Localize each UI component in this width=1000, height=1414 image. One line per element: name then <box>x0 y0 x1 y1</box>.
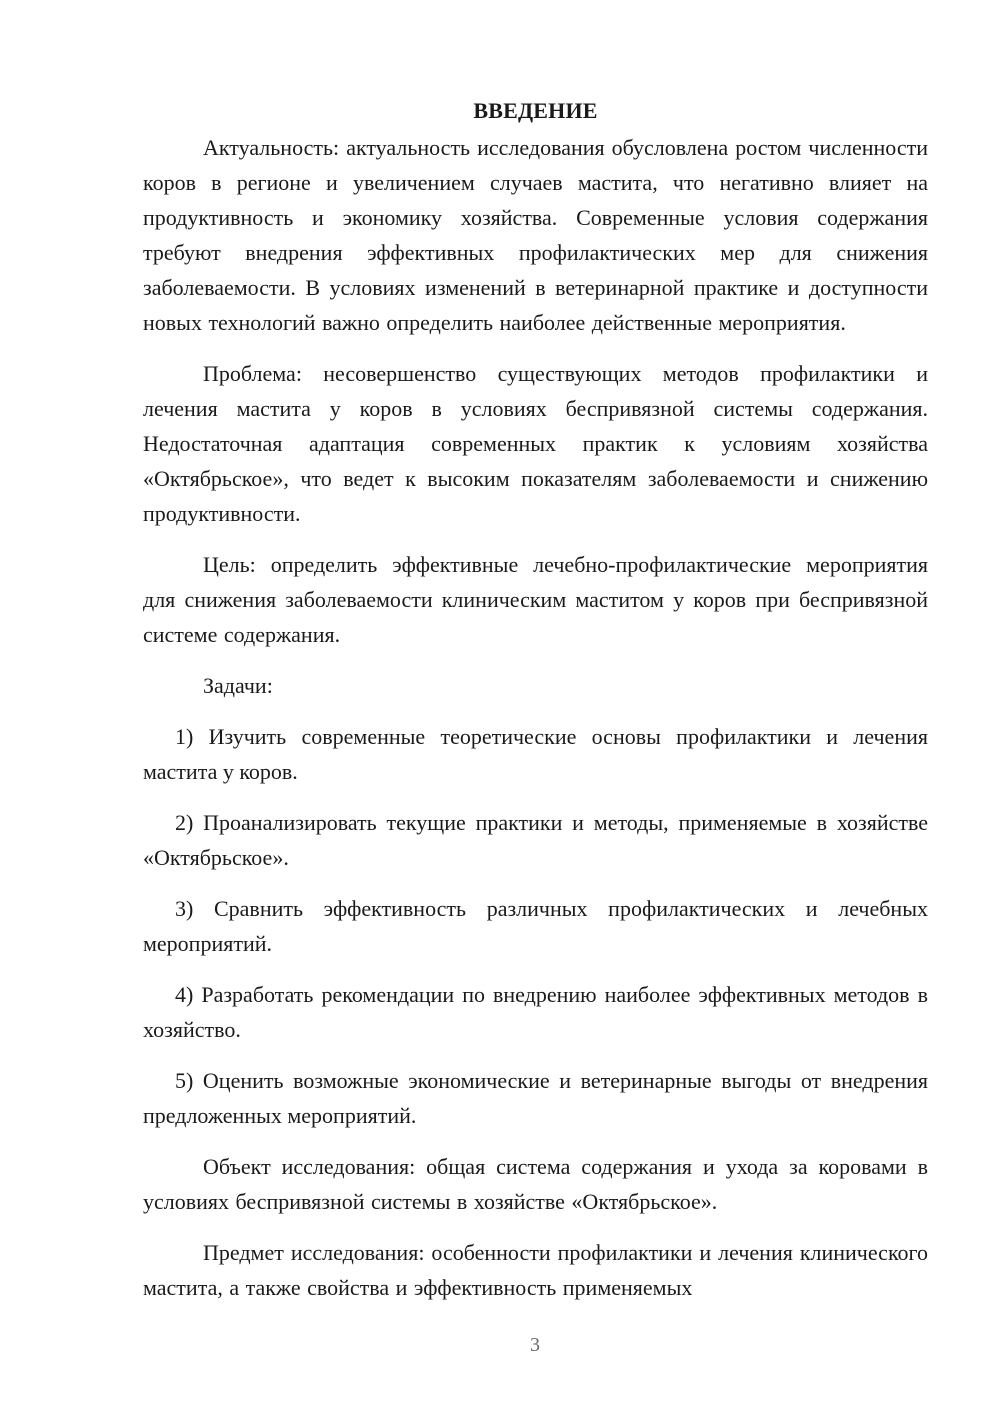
tasks-heading: Задачи: <box>203 673 273 698</box>
paragraph-relevance: Актуальность: актуальность исследования обусловлена ростом численности коров в регионе и увеличением случаев мастита, что негативно влияет на продуктивность и экономику хозяйства. Современные условия содержания требуют внедрения эффективных профилактических мер для снижения заболеваемости. В условиях изменений в ветеринарной практике и доступности новых технологий важно определить наиболее действенные мероприятия. <box>143 135 928 335</box>
task-item-4: 4) Разработать рекомендации по внедрению наиболее эффективных методов в хозяйство. <box>143 982 928 1042</box>
page-number: 3 <box>530 1334 540 1356</box>
paragraph-goal: Цель: определить эффективные лечебно-профилактические мероприятия для снижения заболеваемости клиническим маститом у коров при беспривязной системе содержания. <box>143 552 928 647</box>
task-item-2: 2) Проанализировать текущие практики и методы, применяемые в хозяйстве «Октябрьское». <box>143 810 928 870</box>
section-title: ВВЕДЕНИЕ <box>473 98 598 123</box>
task-item-5: 5) Оценить возможные экономические и ветеринарные выгоды от внедрения предложенных мероприятий. <box>143 1068 928 1128</box>
document-page <box>143 96 928 1321</box>
paragraph-problem: Проблема: несовершенство существующих методов профилактики и лечения мастита у коров в условиях беспривязной системы содержания. Недостаточная адаптация современных практик к условиям хозяйства «Октябрьское», что ведет к высоким показателям заболеваемости и снижению продуктивности. <box>143 361 928 526</box>
task-item-1: 1) Изучить современные теоретические основы профилактики и лечения мастита у коров. <box>143 724 928 784</box>
task-item-3: 3) Сравнить эффективность различных профилактических и лечебных мероприятий. <box>143 896 928 956</box>
paragraph-object: Объект исследования: общая система содержания и ухода за коровами в условиях беспривязной системы в хозяйстве «Октябрьское». <box>143 1154 928 1214</box>
paragraph-subject: Предмет исследования: особенности профилактики и лечения клинического мастита, а также свойства и эффективность применяемых <box>143 1240 928 1300</box>
